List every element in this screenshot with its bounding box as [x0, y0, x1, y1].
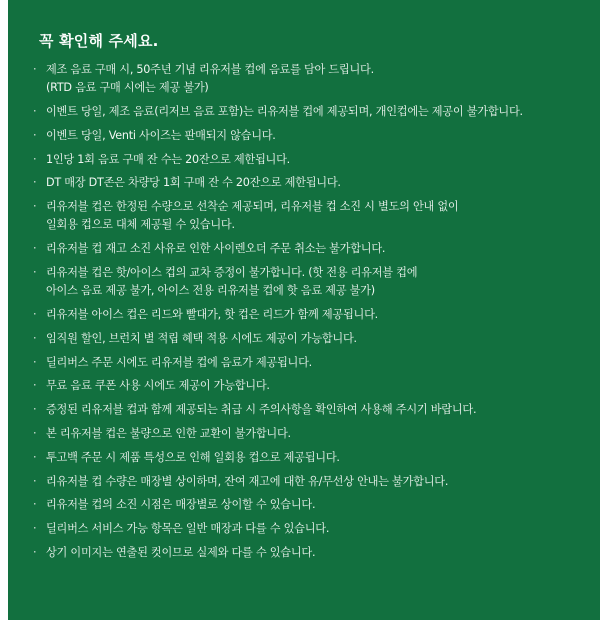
notice-item: [33, 61, 588, 97]
bullet-icon: ·: [33, 522, 37, 536]
notice-item: [33, 151, 588, 169]
bullet-icon: ·: [33, 355, 37, 369]
notice-item: [33, 330, 588, 348]
notice-item: [33, 377, 588, 395]
bullet-icon: ·: [33, 242, 37, 256]
notice-item-text: 1인당 1회 음료 구매 잔 수는 20잔으로 제한됩니다.: [46, 152, 290, 166]
notice-item-text: 리유저블 컵 재고 소진 사유로 인한 사이렌오더 주문 취소는 불가합니다.: [46, 242, 386, 256]
notice-list: [33, 61, 588, 568]
bullet-icon: ·: [33, 450, 37, 464]
notice-item: [33, 496, 588, 514]
notice-item: [33, 544, 588, 562]
notice-item: [33, 103, 588, 121]
notice-item: [33, 306, 588, 324]
notice-item: [33, 520, 588, 538]
notice-item-text: 투고백 주문 시 제품 특성으로 인해 일회용 컵으로 제공됩니다.: [46, 450, 340, 464]
notice-item-text: 증정된 리유저블 컵과 함께 제공되는 취급 시 주의사항을 확인하여 사용해 주시기 바랍니다.: [46, 403, 477, 417]
notice-item-text: 일회용 컵으로 대체 제공될 수 있습니다.: [46, 218, 235, 232]
notice-item-text: DT 매장 DT존은 차량당 1회 구매 잔 수 20잔으로 제한됩니다.: [46, 176, 341, 190]
notice-item: [33, 354, 588, 372]
notice-item: [33, 198, 588, 234]
notice-item-text: 아이스 음료 제공 불가, 아이스 전용 리유저블 컵에 핫 음료 제공 불가): [46, 284, 375, 298]
notice-item-text: 본 리유저블 컵은 불량으로 인한 교환이 불가합니다.: [46, 426, 291, 440]
notice-item-text: 제조 음료 구매 시, 50주년 기념 리유저블 컵에 음료를 담아 드립니다.: [46, 63, 374, 76]
bullet-icon: ·: [33, 331, 37, 345]
bullet-icon: ·: [33, 545, 37, 559]
bullet-icon: ·: [33, 474, 37, 488]
bullet-icon: ·: [33, 152, 37, 166]
notice-item: [33, 425, 588, 443]
notice-title: 꼭 확인해 주세요.: [39, 32, 159, 50]
notice-item-text: 리유저블 컵은 핫/아이스 컵의 교차 증정이 불가합니다. (핫 전용 리유저블 컵에: [46, 265, 418, 279]
notice-item-text: 딜리버스 서비스 가능 항목은 일반 매장과 다를 수 있습니다.: [46, 522, 330, 536]
notice-item-text: 무료 음료 쿠폰 사용 시에도 제공이 가능합니다.: [46, 379, 270, 393]
notice-item: [33, 127, 588, 145]
notice-item-text: 리유저블 컵의 소진 시점은 매장별로 상이할 수 있습니다.: [46, 498, 316, 512]
notice-item: [33, 240, 588, 258]
bullet-icon: ·: [33, 176, 37, 190]
bullet-icon: ·: [33, 426, 37, 440]
bullet-icon: ·: [33, 128, 37, 142]
notice-item: [33, 449, 588, 467]
notice-item: [33, 473, 588, 491]
notice-item-text: 리유저블 컵 수량은 매장별 상이하며, 잔여 재고에 대한 유/무선상 안내는 불가합니다.: [46, 474, 449, 488]
bullet-icon: ·: [33, 498, 37, 512]
notice-item: [33, 401, 588, 419]
notice-item-text: 딜리버스 주문 시에도 리유저블 컵에 음료가 제공됩니다.: [46, 355, 312, 369]
bullet-icon: ·: [33, 63, 37, 76]
bullet-icon: ·: [33, 105, 37, 118]
notice-item-text: 리유저블 컵은 한정된 수량으로 선착순 제공되며, 리유저블 컵 소진 시 별도의 안내 없이: [46, 200, 459, 214]
bullet-icon: ·: [33, 403, 37, 417]
bullet-icon: ·: [33, 307, 37, 321]
notice-item-text: 이벤트 당일, Venti 사이즈는 판매되지 않습니다.: [46, 128, 276, 142]
notice-item-text: (RTD 음료 구매 시에는 제공 불가): [46, 81, 209, 95]
notice-item-text: 임직원 할인, 브런치 별 적립 혜택 적용 시에도 제공이 가능합니다.: [46, 331, 357, 345]
notice-panel: [8, 0, 600, 620]
bullet-icon: ·: [33, 200, 37, 214]
bullet-icon: ·: [33, 379, 37, 393]
notice-item: [33, 264, 588, 300]
bullet-icon: ·: [33, 265, 37, 279]
notice-item: [33, 174, 588, 192]
notice-item-text: 리유저블 아이스 컵은 리드와 빨대가, 핫 컵은 리드가 함께 제공됩니다.: [46, 307, 378, 321]
notice-item-text: 이벤트 당일, 제조 음료(리저브 음료 포함)는 리유저블 컵에 제공되며, 개인컵에는 제공이 불가합니다.: [46, 105, 523, 118]
notice-item-text: 상기 이미지는 연출된 컷이므로 실제와 다를 수 있습니다.: [46, 545, 316, 559]
